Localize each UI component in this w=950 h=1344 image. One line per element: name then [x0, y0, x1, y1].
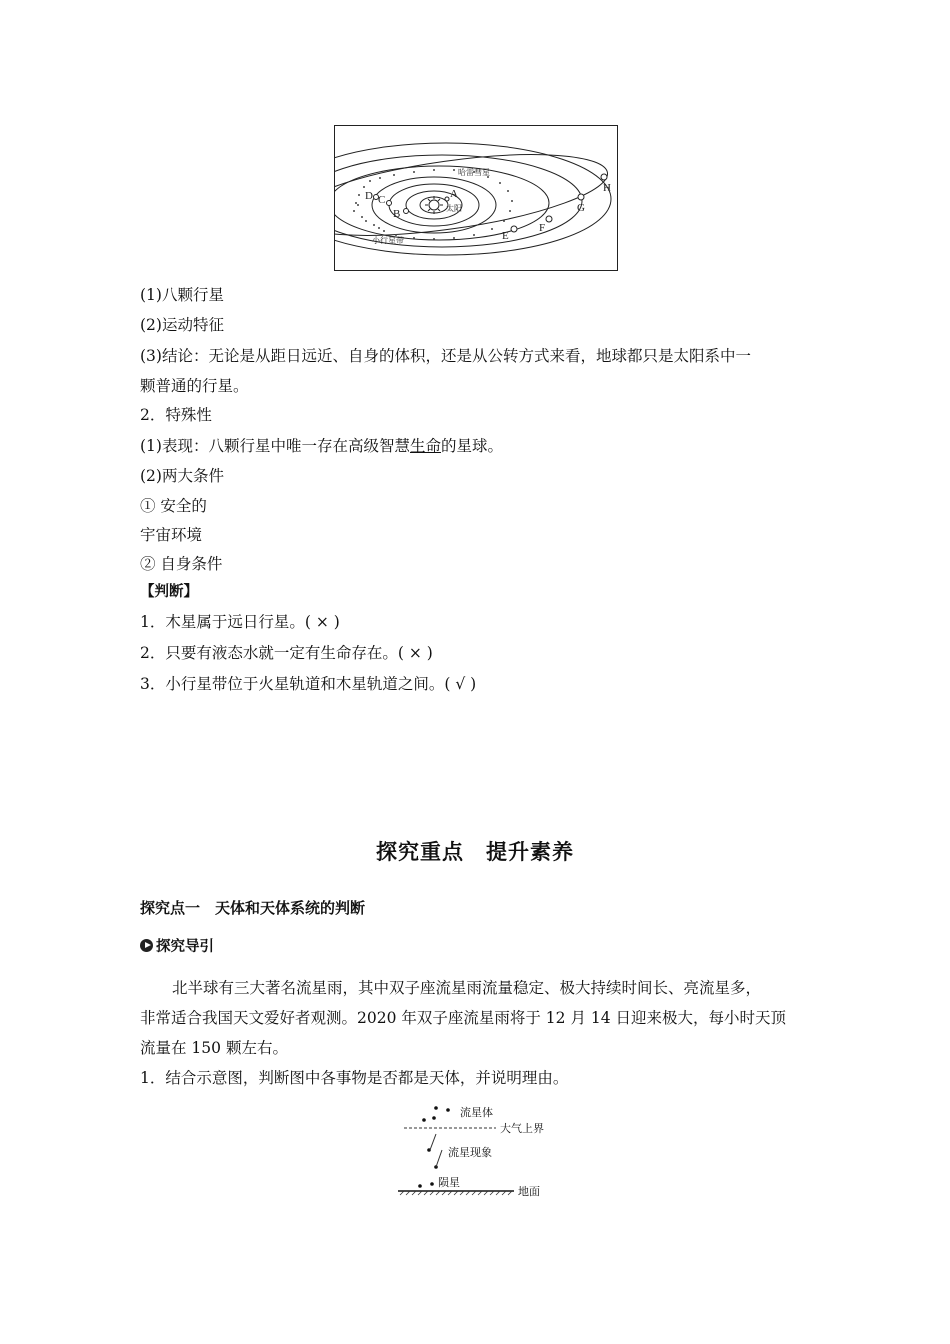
label-h: H: [603, 182, 611, 194]
specialty-expression: [140, 436, 503, 456]
expression-prefix: (1)表现：八颗行星中唯一存在高级智慧: [140, 437, 410, 455]
label-meteorite: 陨星: [438, 1176, 460, 1189]
explore-guide-label: 探究导引: [156, 939, 214, 955]
label-d: D: [365, 190, 373, 202]
judge-q2: 2．只要有液态水就一定有生命存在。( × ): [140, 644, 433, 662]
condition-safe: ① 安全的: [140, 497, 207, 515]
label-halley: 哈雷彗星: [458, 168, 490, 177]
judge-q3: 3．小行星带位于火星轨道和木星轨道之间。( √ ): [140, 675, 477, 693]
label-f: F: [539, 222, 546, 234]
label-e: E: [502, 230, 509, 242]
expression-underlined: 生命: [409, 437, 441, 455]
condition-safe-env: 宇宙环境: [140, 526, 203, 544]
item-planets: (1)八颗行星: [140, 286, 224, 304]
question-1: 1．结合示意图，判断图中各事物是否都是天体，并说明理由。: [140, 1069, 569, 1087]
explore-point-heading: 探究点一 天体和天体系统的判断: [140, 899, 366, 917]
item-motion: (2)运动特征: [140, 316, 224, 334]
intro-paragraph-line1: 北半球有三大著名流星雨，其中双子座流星雨流量稳定、极大持续时间长、亮流星多，: [172, 979, 762, 997]
judge-q1: 1．木星属于远日行星。( × ): [140, 613, 340, 631]
expression-suffix: 的星球。: [440, 437, 503, 455]
label-ground: 地面: [518, 1185, 540, 1198]
judge-heading: 【判断】: [140, 584, 198, 600]
item-conclusion-line1: (3)结论：无论是从距日远近、自身的体积，还是从公转方式来看，地球都只是太阳系中一: [140, 347, 751, 365]
label-c: C: [378, 194, 386, 206]
play-triangle-icon: [140, 939, 153, 952]
intro-paragraph-line3: 流量在 150 颗左右。: [140, 1039, 288, 1057]
item-conclusion-line2: 颗普通的行星。: [140, 377, 249, 395]
label-meteoroid: 流星体: [460, 1106, 493, 1119]
label-meteor: 流星现象: [448, 1146, 492, 1159]
label-a: A: [450, 188, 458, 200]
two-conditions: (2)两大条件: [140, 467, 224, 485]
meteor-diagram: [396, 1100, 566, 1204]
label-g: G: [577, 202, 585, 214]
heading-specialty: 2．特殊性: [140, 406, 212, 424]
solar-system-diagram: [334, 125, 618, 271]
intro-paragraph-line2: 非常适合我国天文爱好者观测。2020 年双子座流星雨将于 12 月 14 日迎来极大，每小时天顶: [140, 1009, 787, 1027]
condition-self: ② 自身条件: [140, 555, 223, 573]
label-b: B: [393, 208, 401, 220]
explore-guide-heading: [140, 937, 214, 957]
label-sun: 太阳: [446, 204, 462, 213]
label-atmosphere-top: 大气上界: [500, 1122, 544, 1135]
label-asteroid-belt: 小行星带: [372, 236, 404, 245]
section-title: 探究重点 提升素养: [376, 840, 574, 864]
